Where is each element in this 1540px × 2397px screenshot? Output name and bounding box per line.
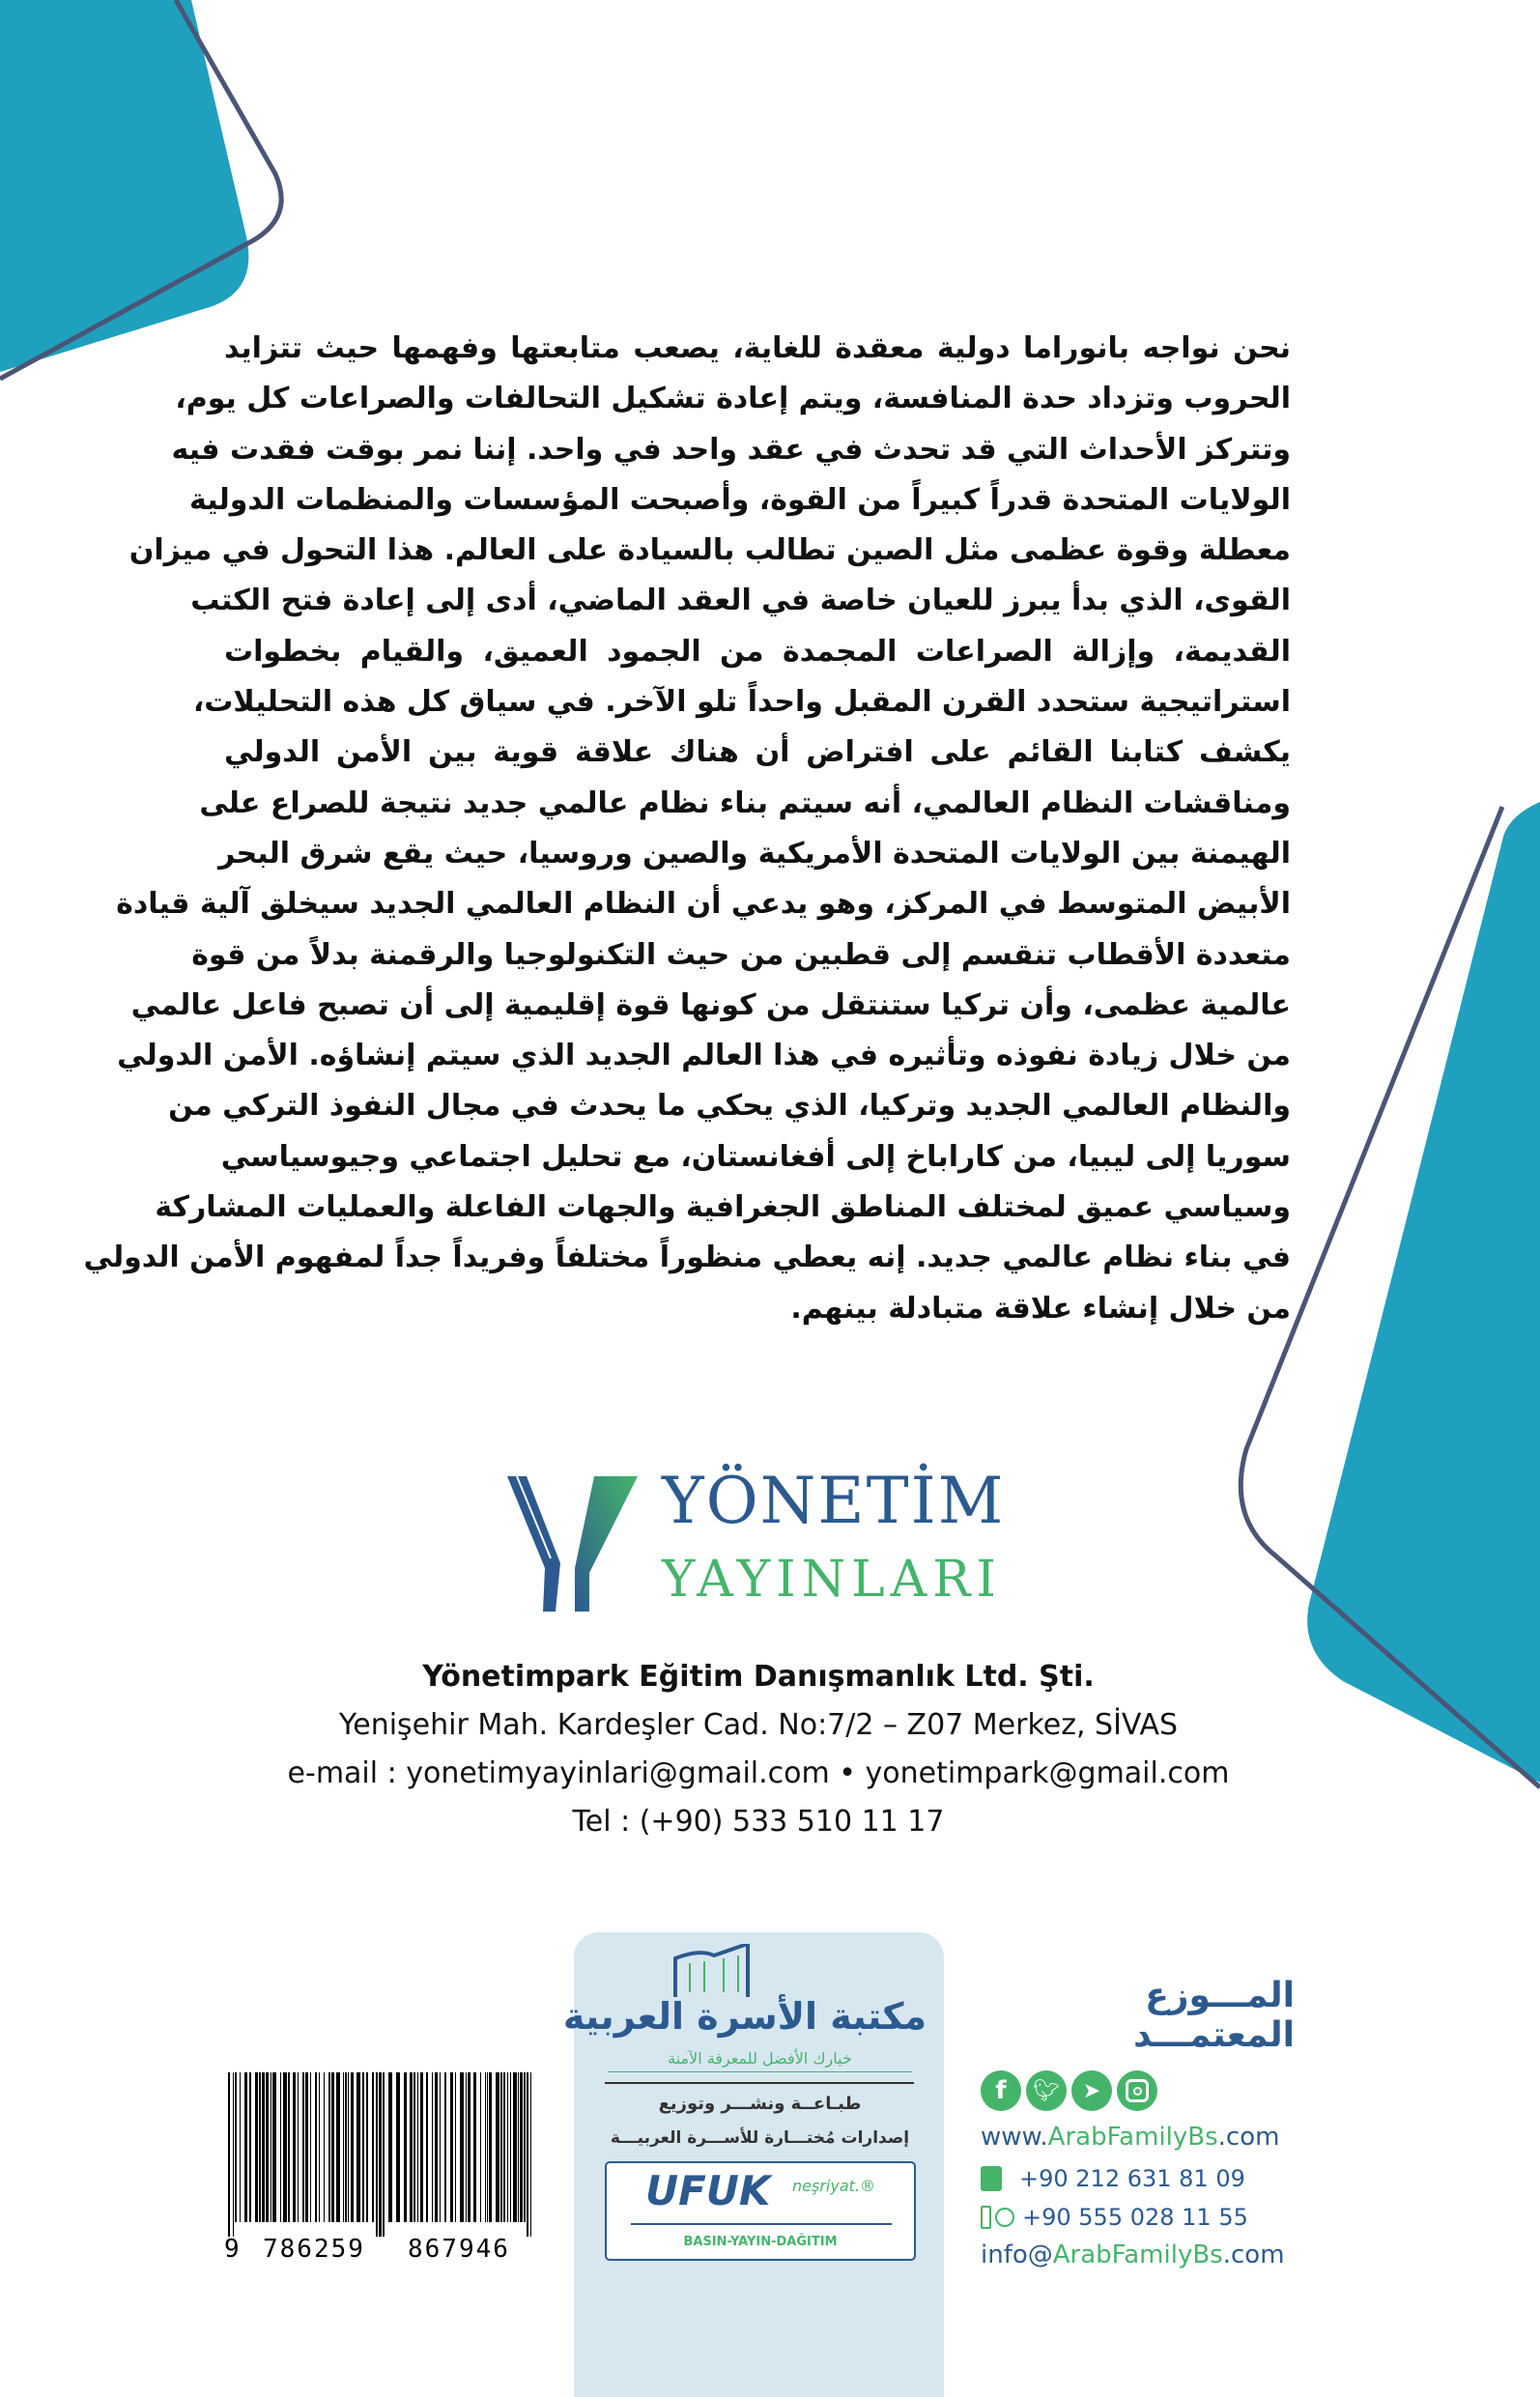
barcode-bars — [224, 2072, 535, 2237]
barcode-bar — [298, 2072, 299, 2222]
barcode-bar — [255, 2072, 258, 2222]
description-line: من خلال إنشاء علاقة متبادلة بينهم. — [790, 1291, 1291, 1326]
barcode-bar — [348, 2072, 349, 2222]
description-line: نحن نواجه بانوراما دولية معقدة للغاية، يصعب متابعتها وفهمها حيث تتزايد — [224, 331, 1291, 365]
barcode-bar — [518, 2072, 519, 2222]
barcode-bar — [351, 2072, 354, 2222]
barcode-bar — [331, 2072, 334, 2222]
barcode-bar — [345, 2072, 347, 2222]
barcode-bar — [376, 2072, 378, 2237]
description-line: الهيمنة بين الولايات المتحدة الأمريكية والصين وروسيا، حيث يقع شرق البحر — [217, 836, 1291, 870]
barcode-bar — [460, 2072, 464, 2222]
book-description — [83, 324, 1291, 1334]
barcode-bar — [496, 2072, 499, 2222]
company-address: Yenişehir Mah. Kardeşler Cad. No:7/2 – Z07 Merkez, SİVAS — [338, 1708, 1179, 1742]
description-line: من خلال زيادة نفوذه وتأثيره في هذا العالم الجديد الذي سيتم إنشاؤه. الأمن الدولي — [117, 1039, 1291, 1073]
barcode-bar — [249, 2072, 251, 2222]
description-line: وتتركز الأحداث التي قد تحدث في عقد واحد في واحد. إننا نمر بوقت فقدت فيه — [171, 432, 1291, 467]
ufuk-logo-box — [605, 2161, 916, 2261]
barcode-bar — [510, 2072, 511, 2222]
barcode-bar — [513, 2072, 517, 2222]
barcode-bar — [343, 2072, 344, 2222]
barcode-bar — [524, 2072, 526, 2222]
description-line: يكشف كتابنا القائم على افتراض أن هناك علاقة قوية بين الأمن الدولي — [224, 735, 1291, 770]
ufuk-tagline: BASIN-YAYIN-DAĞITIM — [683, 2235, 838, 2249]
barcode-digits-2: 867946 — [408, 2235, 510, 2264]
barcode-bar — [473, 2072, 476, 2222]
barcode-bar — [530, 2072, 531, 2237]
library-tagline: خيارك الأفضل للمعرفة الآمنة — [608, 2046, 912, 2072]
description-line: القديمة، وإزالة الصراعات المجمدة من الجمود العميق، والقيام بخطوات — [224, 634, 1291, 669]
company-email: e-mail : yonetimyayinlari@gmail.com • yonetimpark@gmail.com — [287, 1756, 1230, 1790]
description-line: معطلة وقوة عظمى مثل الصين تطالب بالسيادة على العالم. هذا التحول في ميزان — [128, 533, 1291, 568]
barcode-bar — [417, 2072, 418, 2222]
phone-line: +90 212 631 81 09 — [981, 2165, 1295, 2192]
barcode-bar — [319, 2072, 320, 2222]
company-name: Yönetimpark Eğitim Danışmanlık Ltd. Şti. — [422, 1660, 1095, 1694]
mobile-line: +90 555 028 11 55 — [981, 2204, 1295, 2231]
barcode-bar — [336, 2072, 340, 2222]
barcode-bar — [404, 2072, 407, 2222]
logo-title: YÖNETİM — [662, 1464, 1006, 1538]
barcode-bar — [324, 2072, 325, 2222]
barcode-digits-1: 786259 — [263, 2235, 365, 2264]
barcode-bar — [466, 2072, 467, 2222]
barcode-bar — [280, 2072, 281, 2222]
barcode-bar — [379, 2072, 382, 2237]
facebook-icon[interactable]: f — [981, 2070, 1021, 2111]
barcode-bar — [266, 2072, 269, 2222]
social-icons — [981, 2070, 1295, 2111]
barcode-bar — [259, 2072, 261, 2222]
barcode-bar — [410, 2072, 413, 2222]
barcode-bar — [244, 2072, 247, 2222]
y-logo-icon — [502, 1467, 657, 1612]
description-line: وسياسي عميق لمختلف المناطق الجغرافية والجهات الفاعلة والعمليات المشاركة — [155, 1190, 1291, 1225]
phone-icon — [981, 2166, 1002, 2191]
description-line: والنظام العالمي الجديد وتركيا، الذي يحكي ما يحدث في مجال النفوذ التركي من — [168, 1089, 1291, 1124]
barcode-bar — [489, 2072, 492, 2222]
library-logo-name: مكتبة الأسرة العربية — [562, 1995, 927, 2038]
barcode-bar — [503, 2072, 505, 2222]
description-line: عالمية عظمى، وأن تركيا ستنتقل من كونها قوة إقليمية إلى أن تصبح فاعل عالمي — [130, 987, 1291, 1022]
barcode-bar — [440, 2072, 441, 2222]
yonetim-logo — [502, 1457, 1043, 1621]
barcode-bar — [450, 2072, 453, 2222]
twitter-icon[interactable]: 🐦︎ — [1026, 2070, 1067, 2111]
barcode-digit-left: 9 — [224, 2235, 240, 2264]
barcode-bar — [228, 2072, 230, 2237]
distributor-title: المـــوزع المعتمـــد — [1133, 1976, 1295, 2055]
barcode-bar — [235, 2072, 237, 2222]
barcode-bar — [310, 2072, 311, 2222]
barcode-bar — [468, 2072, 471, 2222]
barcode-bar — [388, 2072, 392, 2222]
barcode-bar — [527, 2072, 528, 2237]
whatsapp-icon — [995, 2208, 1014, 2227]
logo-subtitle: YAYINLARI — [662, 1551, 1002, 1609]
barcode-bar — [435, 2072, 438, 2222]
barcode-bar — [500, 2072, 502, 2222]
barcode-bar — [283, 2072, 287, 2222]
barcode-bar — [372, 2072, 374, 2222]
instagram-icon[interactable] — [1117, 2070, 1157, 2111]
barcode-bar — [240, 2072, 241, 2222]
barcode-bar — [414, 2072, 415, 2222]
description-line: سوريا إلى ليبيا، من كاراباخ إلى أفغانستان، مع تحليل اجتماعي وجيوسياسي — [220, 1139, 1291, 1174]
barcode-bar — [444, 2072, 446, 2222]
description-line: متعددة الأقطاب تنقسم إلى قطبين من حيث التكنولوجيا والرقمنة بدلاً من قوة — [191, 937, 1291, 972]
description-line: استراتيجية ستحدد القرن المقبل واحداً تلو الآخر. في سياق كل هذه التحليلات، — [192, 685, 1291, 720]
barcode-bar — [520, 2072, 523, 2222]
barcode-bar — [396, 2072, 400, 2222]
ufuk-sub: neşriyat.® — [792, 2177, 875, 2195]
description-line: القوى، الذي بدأ يبرز للعيان خاصة في العقد الماضي، أدى إلى إعادة فتح الكتب — [190, 584, 1291, 618]
barcode-bar — [356, 2072, 360, 2222]
description-line: ومناقشات النظام العالمي، أنه سيتم بناء نظام عالمي جديد نتيجة للصراع على — [199, 785, 1291, 820]
description-line: الولايات المتحدة قدراً كبيراً من القوة، وأصبحت المؤسسات والمنظمات الدولية — [189, 482, 1291, 517]
barcode-bar — [305, 2072, 308, 2222]
panel-line2: إصدارات مُختـــارة للأســـرة العربيـــة — [610, 2128, 910, 2148]
barcode-bar — [293, 2072, 296, 2222]
panel-line1: طبـاعــة ونشـــر وتوزيع — [658, 2094, 862, 2114]
barcode-bar — [485, 2072, 486, 2222]
barcode-bar — [366, 2072, 368, 2222]
company-tel: Tel : (+90) 533 510 11 17 — [572, 1805, 945, 1839]
description-line: الحروب وتزداد حدة المنافسة، ويتم إعادة تشكيل التحالفات والصراعات كل يوم، — [175, 382, 1291, 416]
mobile-icon — [981, 2206, 991, 2229]
barcode-bar — [362, 2072, 364, 2222]
barcode-bar — [455, 2072, 456, 2222]
barcode-bar — [233, 2072, 234, 2237]
barcode-bar — [288, 2072, 290, 2222]
barcode-bar — [480, 2072, 481, 2222]
barcode-bar — [432, 2072, 433, 2222]
right-teal-shape — [1307, 802, 1540, 1783]
barcode-bar — [507, 2072, 508, 2222]
ufuk-logo: UFUK — [645, 2167, 771, 2214]
barcode-bar — [328, 2072, 330, 2222]
authorized-distributor — [981, 1976, 1295, 2269]
email-link[interactable]: info@ArabFamilyBs.com — [981, 2240, 1285, 2269]
library-building-icon — [670, 1944, 757, 1997]
barcode-bar — [487, 2072, 488, 2222]
telegram-icon[interactable]: ➤ — [1071, 2070, 1112, 2111]
barcode-bar — [262, 2072, 265, 2222]
barcode-bar — [383, 2072, 385, 2237]
barcode-bar — [302, 2072, 304, 2222]
barcode-bar — [420, 2072, 423, 2222]
barcode-bar — [315, 2072, 317, 2222]
barcode-bar — [426, 2072, 428, 2222]
description-line: الأبيض المتوسط في المركز، وهو يدعي أن النظام العالمي الجديد سيخلق آلية قيادة — [116, 887, 1291, 922]
barcode-bar — [272, 2072, 276, 2222]
top-left-teal-shape — [0, 0, 248, 372]
isbn-barcode — [224, 2072, 535, 2266]
distributor-panel — [562, 1932, 944, 2397]
website-link[interactable]: www.ArabFamilyBs.com — [981, 2123, 1280, 2152]
description-line: في بناء نظام عالمي جديد. إنه يعطي منظوراً مختلفاً وفريداً جداً لمفهوم الأمن الدولي — [83, 1241, 1291, 1275]
